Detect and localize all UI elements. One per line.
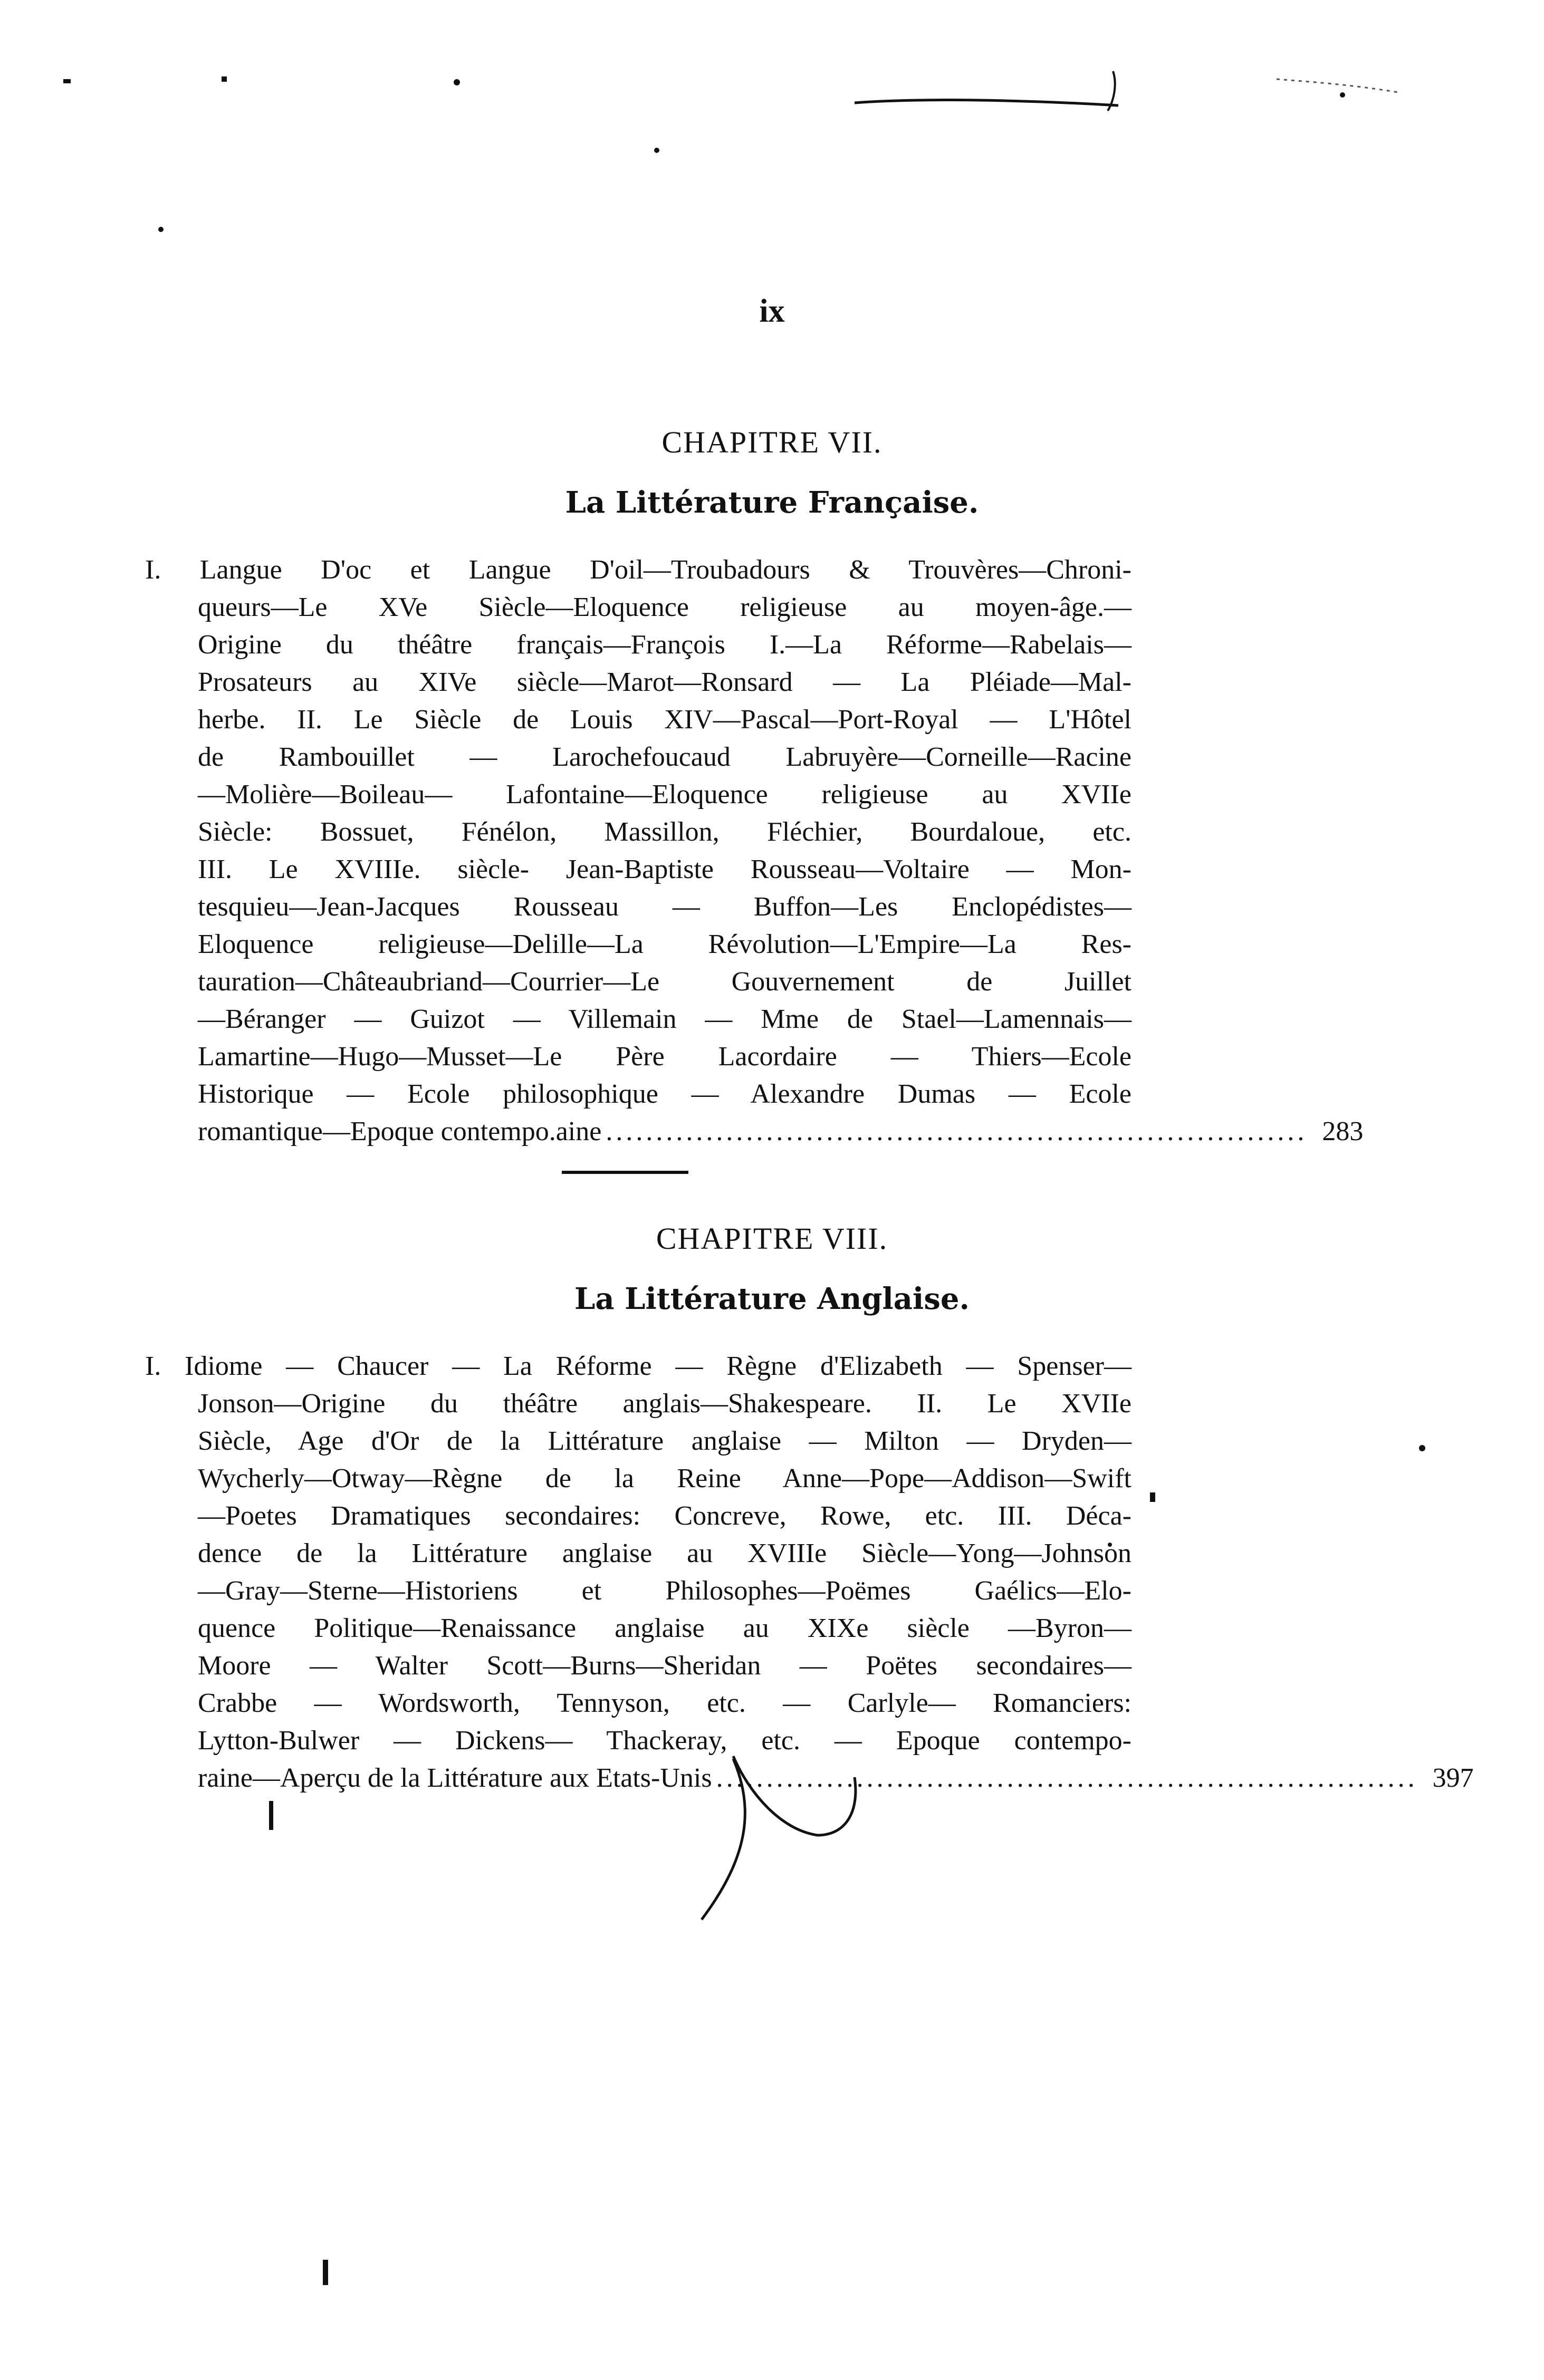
summary-line: Siècle: Bossuet, Fénélon, Massillon, Fléchier, Bourdaloue, etc. <box>198 817 1131 847</box>
summary-line: quence Politique—Renaissance anglaise au XIXe siècle —Byron— <box>198 1613 1131 1643</box>
chapter-subtitle: La Littérature Anglaise. <box>574 1281 970 1316</box>
summary-last-line: raine—Aperçu de la Littérature aux Etats-Unis ...................................................................... 397 <box>145 1759 1131 1797</box>
summary-line: —Molière—Boileau— Lafontaine—Eloquence religieuse au XVIIe <box>198 779 1131 810</box>
summary-line: III. Le XVIIIe. siècle- Jean-Baptiste Rousseau—Voltaire — Mon- <box>198 854 1131 884</box>
page-reference: 283 <box>1322 1116 1364 1146</box>
summary-line: tesquieu—Jean-Jacques Rousseau — Buffon—Les Enclopédistes— <box>198 892 1131 922</box>
chapter-heading: CHAPITRE VIII. <box>656 1221 888 1256</box>
summary-line: Jonson—Origine du théâtre anglais—Shakespeare. II. Le XVIIe <box>198 1389 1131 1419</box>
page-number: ix <box>759 293 785 329</box>
summary-line: herbe. II. Le Siècle de Louis XIV—Pascal—Port-Royal — L'Hôtel <box>198 705 1131 735</box>
summary-line: —Béranger — Guizot — Villemain — Mme de Stael—Lamennais— <box>198 1004 1131 1034</box>
summary-line: Prosateurs au XIVe siècle—Marot—Ronsard — La Pléiade—Mal- <box>198 667 1131 697</box>
summary-line: tauration—Châteaubriand—Courrier—Le Gouvernement de Juillet <box>198 967 1131 997</box>
summary-line: Siècle, Age d'Or de la Littérature anglaise — Milton — Dryden— <box>198 1426 1131 1456</box>
summary-line: de Rambouillet — Larochefoucaud Labruyère—Corneille—Racine <box>198 742 1131 772</box>
dot-leader: ...................................................................... <box>606 1116 1308 1146</box>
summary-line: Historique — Ecole philosophique — Alexandre Dumas — Ecole <box>198 1079 1131 1109</box>
page-reference: 397 <box>1432 1763 1474 1793</box>
summary-line: Wycherly—Otway—Règne de la Reine Anne—Pope—Addison—Swift <box>198 1463 1131 1493</box>
summary-line: dence de la Littérature anglaise au XVIIIe Siècle—Yong—Johnson <box>198 1538 1131 1568</box>
chapter-summary <box>145 551 1364 1150</box>
summary-line: Lytton-Bulwer — Dickens— Thackeray, etc. — Epoque contempo- <box>198 1726 1131 1756</box>
summary-line: Origine du théâtre français—François I.—La Réforme—Rabelais— <box>198 630 1131 660</box>
summary-line: Moore — Walter Scott—Burns—Sheridan — Poëtes secondaires— <box>198 1651 1131 1681</box>
summary-line: Eloquence religieuse—Delille—La Révolution—L'Empire—La Res- <box>198 929 1131 959</box>
summary-line: —Poetes Dramatiques secondaires: Concreve, Rowe, etc. III. Déca- <box>198 1501 1131 1531</box>
dot-leader: ...................................................................... <box>716 1763 1418 1793</box>
summary-line: I. Idiome — Chaucer — La Réforme — Règne d'Elizabeth — Spenser— <box>145 1351 1131 1381</box>
chapter-subtitle: La Littérature Française. <box>565 485 979 520</box>
chapter-heading: CHAPITRE VII. <box>661 425 883 459</box>
summary-line: I. Langue D'oc et Langue D'oil—Troubadours & Trouvères—Chroni- <box>145 555 1131 585</box>
summary-line: Lamartine—Hugo—Musset—Le Père Lacordaire — Thiers—Ecole <box>198 1042 1131 1072</box>
chapter-summary <box>145 1347 1474 1797</box>
summary-line: —Gray—Sterne—Historiens et Philosophes—Poëmes Gaélics—Elo- <box>198 1576 1131 1606</box>
summary-line: queurs—Le XVe Siècle—Eloquence religieuse au moyen-âge.— <box>198 592 1131 622</box>
summary-line: Crabbe — Wordsworth, Tennyson, etc. — Carlyle— Romanciers: <box>198 1688 1131 1718</box>
chapter-separator <box>562 1171 688 1174</box>
summary-last-line: romantique—Epoque contempo.aine ...................................................................... 283 <box>145 1113 1131 1150</box>
